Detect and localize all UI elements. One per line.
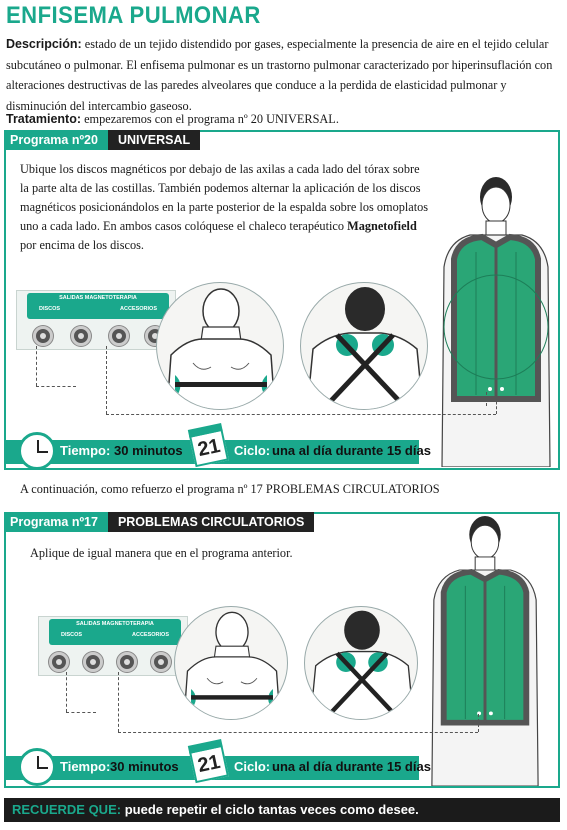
device-left-label: DISCOS	[39, 306, 61, 312]
connector-line	[118, 732, 478, 733]
program-20-panel	[4, 130, 560, 470]
tiempo-label: Tiempo:	[60, 759, 111, 774]
device-label-strip	[27, 293, 169, 319]
program-number: Programa nº17	[4, 512, 108, 532]
program-20-header	[4, 130, 200, 150]
front-torso-diagram	[174, 606, 288, 720]
reminder-banner	[4, 798, 560, 822]
back-torso-diagram	[300, 282, 428, 410]
treatment-paragraph	[6, 109, 561, 130]
product-name: Magnetofield	[347, 219, 417, 233]
device-title: SALIDAS MAGNETOTERAPIA	[76, 621, 154, 627]
description-paragraph	[6, 34, 561, 116]
device-left-label: DISCOS	[61, 632, 83, 638]
connector-line	[106, 414, 496, 415]
connector-line	[36, 386, 76, 387]
tiempo-value: 30 minutos	[110, 759, 179, 774]
connector-line	[66, 672, 67, 712]
output-jack-4	[151, 652, 171, 672]
front-torso-diagram	[156, 282, 284, 410]
ciclo-value: una al día durante 15 días	[272, 443, 431, 458]
device-title: SALIDAS MAGNETOTERAPIA	[59, 295, 137, 301]
instructions-text: Ubique los discos magnéticos por debajo de las axilas a cada lado del tórax sobre la parte alta de las costillas. También podemos alternar la aplicación de los discos magnéticos posicionándolos en la parte posterior de la espalda sobre los omoplatos uno a cada lado. En ambos casos colóquese el chaleco terapéutico	[20, 162, 429, 233]
reminder-label: RECUERDE QUE:	[12, 802, 122, 817]
connector-line	[496, 392, 497, 414]
device-right-label: ACCESORIOS	[120, 306, 157, 312]
instructions-text-end: por encima de los discos.	[20, 238, 144, 252]
clock-icon	[18, 432, 56, 470]
program-20-instructions	[20, 160, 430, 255]
back-torso-diagram	[304, 606, 418, 720]
clock-icon	[18, 748, 56, 786]
magnetotherapy-device	[16, 290, 176, 350]
program-17-instructions: Aplique de igual manera que en el programa anterior.	[30, 546, 293, 560]
description-text: estado de un tejido distendido por gases, especialmente la presencia de aire en el tejido celular subcutáneo o pulmonar. El enfisema pulmonar es un trastorno pulmonar caracterizado por hiperinsuflación con alteraciones destructivas de las paredes alveolares que conduce a la perdida de elasticidad pulmonar y disminución del intercambio gaseoso.	[6, 37, 553, 113]
description-label: Descripción:	[6, 37, 82, 51]
output-jack-1	[33, 326, 53, 346]
program-number: Programa nº20	[4, 130, 108, 150]
page-title: ENFISEMA PULMONAR	[6, 2, 261, 29]
continuation-text: A continuación, como refuerzo el programa nº 17 PROBLEMAS CIRCULATORIOS	[20, 482, 440, 496]
connector-line	[106, 346, 107, 414]
output-jack-3	[109, 326, 129, 346]
ciclo-label: Ciclo:	[234, 443, 271, 458]
calendar-icon: 21	[189, 745, 229, 783]
calendar-icon: 21	[189, 429, 229, 467]
ciclo-value: una al día durante 15 días	[272, 759, 431, 774]
connector-line	[478, 714, 479, 732]
connector-line	[36, 346, 37, 386]
connector-line	[118, 672, 119, 732]
program-name: UNIVERSAL	[108, 130, 200, 150]
output-jack-3	[117, 652, 137, 672]
output-jack-2	[71, 326, 91, 346]
device-label-strip	[49, 619, 181, 645]
ciclo-label: Ciclo:	[234, 759, 271, 774]
reminder-text: puede repetir el ciclo tantas veces como desee.	[124, 802, 419, 817]
output-jack-1	[49, 652, 69, 672]
output-jack-2	[83, 652, 103, 672]
connector-line	[486, 392, 487, 406]
vest-figure	[426, 516, 544, 786]
magnetotherapy-device	[38, 616, 188, 676]
tiempo-value: 30 minutos	[114, 443, 183, 458]
tiempo-label: Tiempo:	[60, 443, 111, 458]
program-name: PROBLEMAS CIRCULATORIOS	[108, 512, 314, 532]
program-17-panel	[4, 512, 560, 788]
treatment-label: Tratamiento:	[6, 112, 82, 126]
connector-line	[66, 712, 96, 713]
program-17-header	[4, 512, 314, 532]
treatment-text: empezaremos con el programa nº 20 UNIVERSAL.	[84, 112, 339, 126]
device-right-label: ACCESORIOS	[132, 632, 169, 638]
vest-figure	[436, 177, 556, 467]
